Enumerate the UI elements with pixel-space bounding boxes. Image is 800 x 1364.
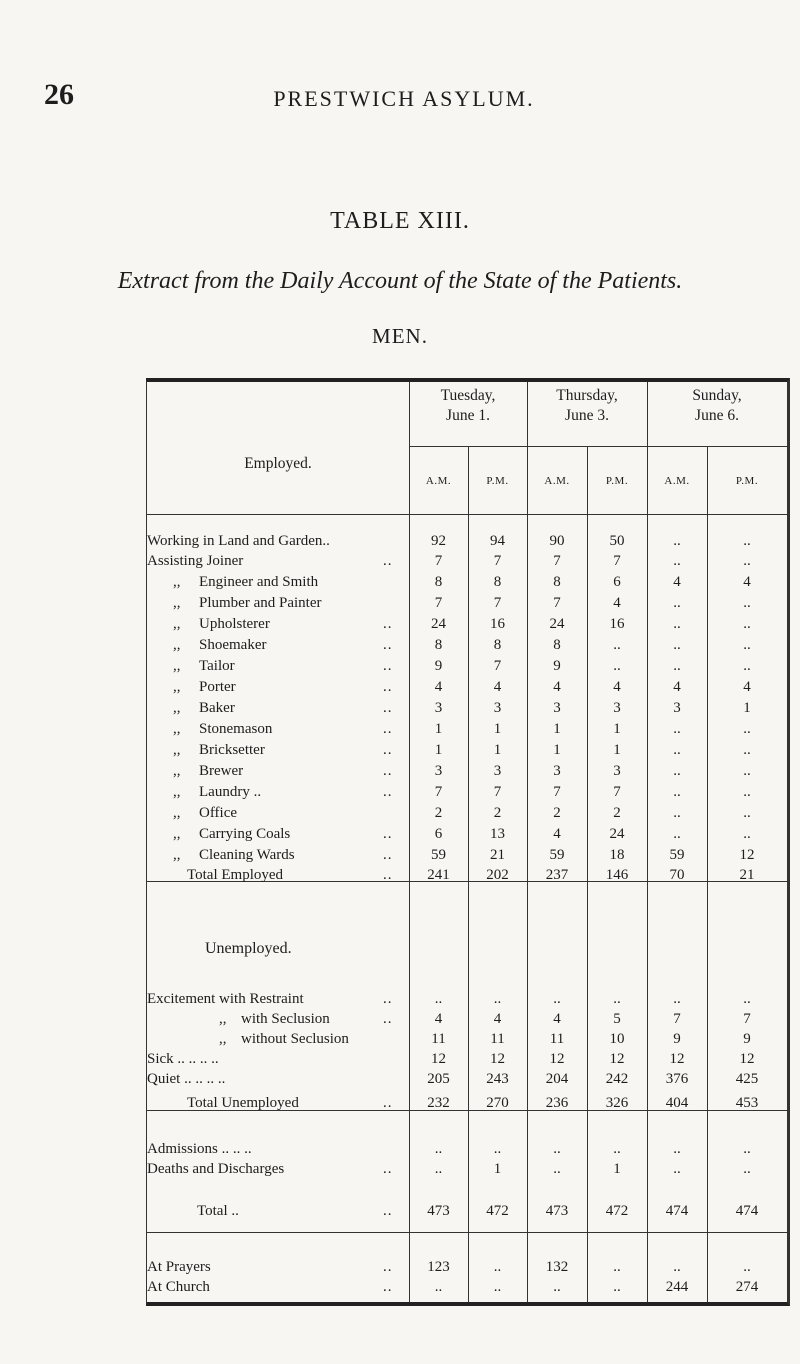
leader-dots: .. (383, 1161, 393, 1177)
table-cell: 8 (553, 574, 561, 590)
table-cell: 4 (493, 679, 502, 695)
leader-dots: .. (383, 721, 393, 737)
table-cell: 3 (553, 700, 561, 716)
table-cell: 59 (549, 847, 565, 863)
table-cell: 9 (743, 1031, 751, 1047)
table-cell: .. (743, 991, 751, 1007)
section-heading: MEN. (372, 324, 428, 348)
table-cell: 4 (743, 679, 751, 695)
table-cell: .. (553, 991, 561, 1007)
table-cell: 4 (493, 1011, 502, 1027)
table-cell: 12 (549, 1051, 565, 1067)
table-cell: 4 (613, 679, 621, 695)
table-cell: 7 (553, 784, 561, 800)
table-cell: .. (743, 721, 751, 737)
table-cell: 11 (490, 1031, 505, 1047)
table-cell: 12 (739, 847, 755, 863)
table-cell: 59 (669, 847, 685, 863)
table-cell: .. (434, 1279, 443, 1295)
table-cell: 3 (434, 763, 443, 779)
table-cell: 7 (613, 553, 621, 569)
table-cell: 4 (673, 679, 681, 695)
table-cell: .. (673, 616, 681, 632)
table-cell: .. (434, 1161, 443, 1177)
table-cell: .. (743, 763, 751, 779)
section-rule (147, 1232, 787, 1233)
row-label: Total Employed (187, 867, 284, 883)
table-cell: 3 (613, 763, 621, 779)
table-cell: 21 (490, 847, 505, 863)
row-label: with Seclusion (241, 1011, 330, 1027)
day-header-sunday (647, 386, 787, 426)
table-cell: 3 (613, 700, 621, 716)
subhead-am: A.M. (425, 475, 452, 487)
table-cell: .. (493, 1141, 502, 1157)
table-cell: 13 (490, 826, 505, 842)
running-head (44, 78, 764, 118)
row-label: Stonemason (199, 721, 273, 737)
row-label: without Seclusion (241, 1031, 349, 1047)
table-cell: 1 (434, 742, 443, 758)
table-cell: 4 (673, 574, 681, 590)
table-cell: .. (613, 637, 621, 653)
page-number: 26 (44, 78, 74, 111)
leader-dots: .. (383, 679, 393, 695)
row-label: Porter (199, 679, 236, 695)
ditto-mark: ,, (219, 1011, 227, 1027)
row-label: Plumber and Painter (199, 595, 322, 611)
table-cell: 453 (735, 1095, 759, 1111)
table-cell: 243 (486, 1071, 509, 1087)
table-cell: .. (673, 1141, 681, 1157)
table-cell: 11 (549, 1031, 565, 1047)
leader-dots: .. (383, 637, 393, 653)
table-cell: .. (613, 1141, 621, 1157)
table-cell: 12 (669, 1051, 685, 1067)
table-cell: .. (743, 784, 751, 800)
table-cell: 4 (553, 826, 561, 842)
table-cell: .. (553, 1141, 561, 1157)
ditto-mark: ,, (219, 1031, 227, 1047)
table-cell: .. (743, 805, 751, 821)
row-label: Baker (199, 700, 235, 716)
table-cell: 1 (493, 742, 502, 758)
table-cell: 376 (665, 1071, 689, 1087)
table-cell: 2 (434, 805, 443, 821)
day-date: June 1. (446, 407, 490, 424)
ditto-mark: ,, (173, 637, 181, 653)
table-cell: 12 (739, 1051, 755, 1067)
row-label: Assisting Joiner (147, 553, 244, 569)
table-cell: 1 (493, 721, 502, 737)
day-name: Thursday, (556, 387, 618, 404)
table-cell: 16 (490, 616, 505, 632)
table-cell: 6 (613, 574, 621, 590)
table-cell: 21 (739, 867, 755, 883)
day-date: June 3. (565, 407, 609, 424)
ditto-mark: ,, (173, 616, 181, 632)
subhead-pm: P.M. (735, 475, 759, 487)
table-cell: 24 (609, 826, 625, 842)
ditto-mark: ,, (173, 595, 181, 611)
leader-dots: .. (383, 763, 393, 779)
table-cell: 92 (431, 533, 446, 549)
table-cell: 7 (493, 784, 502, 800)
ditto-mark: ,, (173, 700, 181, 716)
table-cell: 8 (493, 574, 502, 590)
table-cell: .. (553, 1161, 561, 1177)
day-date: June 6. (695, 407, 739, 424)
table-cell: 12 (490, 1051, 505, 1067)
ditto-mark: ,, (173, 679, 181, 695)
table-cell: 472 (605, 1203, 629, 1219)
table-cell: .. (673, 763, 681, 779)
table-cell: 1 (613, 1161, 621, 1177)
table-cell: 404 (665, 1095, 689, 1111)
leader-dots: .. (383, 826, 393, 842)
table-cell: 24 (549, 616, 565, 632)
table-cell: 9 (673, 1031, 681, 1047)
day-header-thursday (527, 386, 647, 426)
row-label: Upholsterer (199, 616, 270, 632)
table-cell: 204 (545, 1071, 569, 1087)
subhead-pm: P.M. (486, 475, 509, 487)
table-cell: 474 (735, 1203, 759, 1219)
table-cell: 3 (673, 700, 681, 716)
leader-dots: .. (383, 658, 393, 674)
table-cell: 274 (735, 1279, 759, 1295)
table-cell: .. (673, 742, 681, 758)
table-cell: 1 (434, 721, 443, 737)
table-cell: .. (673, 533, 681, 549)
leader-dots: .. (383, 867, 393, 883)
table-cell: .. (673, 637, 681, 653)
table-cell: 7 (434, 595, 443, 611)
row-label: Engineer and Smith (199, 574, 319, 590)
leader-dots: .. (383, 784, 393, 800)
table-cell: 12 (431, 1051, 446, 1067)
table-cell: 236 (545, 1095, 569, 1111)
table-cell: .. (743, 1161, 751, 1177)
ditto-mark: ,, (173, 574, 181, 590)
ditto-mark: ,, (173, 784, 181, 800)
table-cell: .. (493, 1259, 502, 1275)
table-cell: 132 (545, 1259, 569, 1275)
row-label: Sick .. .. .. .. (147, 1051, 219, 1067)
table-cell: .. (743, 595, 751, 611)
table-cell: .. (673, 1259, 681, 1275)
table-cell: 232 (427, 1095, 450, 1111)
table-cell: 270 (486, 1095, 509, 1111)
table-cell: .. (743, 1259, 751, 1275)
ditto-mark: ,, (173, 805, 181, 821)
row-label: Tailor (199, 658, 235, 674)
table-cell: 7 (613, 784, 621, 800)
table-cell: 18 (609, 847, 625, 863)
ditto-mark: ,, (173, 721, 181, 737)
table-cell: 473 (545, 1203, 569, 1219)
table-cell: 2 (553, 805, 561, 821)
ditto-mark: ,, (173, 658, 181, 674)
table-subtitle: Extract from the Daily Account of the State of the Patients. (117, 268, 683, 294)
table-cell: 1 (613, 742, 621, 758)
leader-dots: .. (383, 700, 393, 716)
table-cell: 3 (493, 763, 502, 779)
table-cell: 244 (665, 1279, 689, 1295)
day-name: Sunday, (692, 387, 742, 404)
table-cell: 237 (545, 867, 569, 883)
table-cell: 8 (493, 637, 502, 653)
table-cell: 94 (490, 533, 505, 549)
table-cell: 50 (609, 533, 625, 549)
table-cell: .. (493, 991, 502, 1007)
ditto-mark: ,, (173, 763, 181, 779)
unemployed-heading: Unemployed. (205, 940, 292, 957)
table-cell: 6 (434, 826, 443, 842)
row-label: Excitement with Restraint (147, 991, 304, 1007)
table-cell: 7 (434, 553, 443, 569)
table-cell: .. (613, 991, 621, 1007)
table-cell: .. (673, 805, 681, 821)
table-cell: .. (743, 658, 751, 674)
table-cell: 123 (427, 1259, 450, 1275)
table-cell: .. (743, 533, 751, 549)
table-cell: 4 (434, 679, 443, 695)
table-cell: .. (613, 1259, 621, 1275)
leader-dots: .. (383, 1095, 393, 1111)
row-label: At Prayers (147, 1259, 211, 1275)
table-cell: 9 (434, 658, 443, 674)
table-cell: 9 (553, 658, 561, 674)
table-cell: 4 (434, 1011, 443, 1027)
corner-label: Employed. (244, 455, 312, 472)
table-cell: .. (673, 595, 681, 611)
table-cell: 205 (427, 1071, 450, 1087)
row-label: At Church (147, 1279, 210, 1295)
running-head-title: PRESTWICH ASYLUM. (273, 86, 535, 111)
table-cell: 7 (553, 595, 561, 611)
row-label: Cleaning Wards (199, 847, 295, 863)
table-cell: .. (673, 1161, 681, 1177)
subhead-am: A.M. (664, 475, 690, 487)
row-label: Brewer (199, 763, 244, 779)
table-cell: 7 (493, 658, 502, 674)
row-label: Deaths and Discharges (147, 1161, 285, 1177)
table-cell: 7 (434, 784, 443, 800)
row-label: Total .. (197, 1203, 239, 1219)
table-cell: .. (613, 658, 621, 674)
table-cell: 12 (609, 1051, 625, 1067)
leader-dots: .. (383, 991, 393, 1007)
table-cell: 7 (493, 595, 502, 611)
table-cell: 8 (434, 574, 443, 590)
header-bottom-rule (147, 514, 787, 515)
row-label: Laundry .. (199, 784, 262, 800)
row-label: Total Unemployed (187, 1095, 299, 1111)
table-cell: 90 (549, 533, 565, 549)
table-cell: 7 (743, 1011, 751, 1027)
ditto-mark: ,, (173, 847, 181, 863)
table-cell: 8 (434, 637, 443, 653)
table-cell: .. (743, 826, 751, 842)
leader-dots: .. (383, 553, 393, 569)
table-cell: 7 (493, 553, 502, 569)
table-cell: 70 (669, 867, 685, 883)
table-cell: 10 (609, 1031, 625, 1047)
row-label: Quiet .. .. .. .. (147, 1071, 226, 1087)
table-cell: .. (553, 1279, 561, 1295)
table-cell: 24 (431, 616, 446, 632)
table-cell: 241 (427, 867, 450, 883)
table-cell: 1 (553, 721, 561, 737)
table-cell: 1 (743, 700, 751, 716)
day-name: Tuesday, (440, 387, 496, 404)
subhead-pm: P.M. (605, 475, 629, 487)
row-label: Carrying Coals (199, 826, 291, 842)
table-cell: 16 (609, 616, 625, 632)
table-cell: .. (673, 553, 681, 569)
table-cell: .. (673, 721, 681, 737)
table-cell: .. (743, 553, 751, 569)
table-cell: 1 (493, 1161, 502, 1177)
table-title: TABLE XIII. (330, 208, 470, 234)
table-cell: .. (434, 1141, 443, 1157)
table-cell: 2 (613, 805, 621, 821)
subhead-am: A.M. (544, 475, 570, 487)
table-cell: 425 (735, 1071, 759, 1087)
table-cell: 472 (486, 1203, 509, 1219)
table-cell: 11 (431, 1031, 446, 1047)
table-cell: 1 (553, 742, 561, 758)
table-cell: .. (673, 784, 681, 800)
table-cell: .. (613, 1279, 621, 1295)
table-cell: 7 (553, 553, 561, 569)
leader-dots: .. (383, 742, 393, 758)
table-cell: .. (673, 991, 681, 1007)
table-cell: 1 (613, 721, 621, 737)
leader-dots: .. (383, 1279, 393, 1295)
table-cell: 4 (553, 679, 561, 695)
leader-dots: .. (383, 1259, 393, 1275)
table-cell: 59 (431, 847, 446, 863)
ditto-mark: ,, (173, 742, 181, 758)
row-label: Bricksetter (199, 742, 265, 758)
table-cell: .. (493, 1279, 502, 1295)
table-cell: .. (743, 616, 751, 632)
table-cell: .. (434, 991, 443, 1007)
table-cell: 3 (553, 763, 561, 779)
row-label: Working in Land and Garden.. (147, 533, 330, 549)
leader-dots: .. (383, 1203, 393, 1219)
ditto-mark: ,, (173, 826, 181, 842)
table-cell: 202 (486, 867, 509, 883)
day-header-tuesday (409, 386, 527, 426)
table-cell: 2 (493, 805, 502, 821)
table-cell: 473 (427, 1203, 450, 1219)
table-cell: 3 (493, 700, 502, 716)
table-cell: 146 (605, 867, 629, 883)
table-cell: 326 (605, 1095, 629, 1111)
table-cell: 474 (665, 1203, 689, 1219)
row-label: Admissions .. .. .. (147, 1141, 252, 1157)
table-cell: 242 (605, 1071, 629, 1087)
table-cell: 3 (434, 700, 443, 716)
table-cell: .. (743, 1141, 751, 1157)
patients-table (146, 378, 790, 1306)
table-cell: .. (673, 826, 681, 842)
leader-dots: .. (383, 616, 393, 632)
header-rule (409, 446, 787, 447)
table-cell: 8 (553, 637, 561, 653)
row-label: Office (199, 805, 238, 821)
table-cell: 5 (613, 1011, 621, 1027)
leader-dots: .. (383, 1011, 393, 1027)
table-cell: 7 (673, 1011, 681, 1027)
table-cell: .. (743, 637, 751, 653)
table-cell: 4 (553, 1011, 561, 1027)
leader-dots: .. (383, 847, 393, 863)
table-cell: 4 (743, 574, 751, 590)
table-cell: .. (743, 742, 751, 758)
row-label: Shoemaker (199, 637, 267, 653)
table-cell: .. (673, 658, 681, 674)
table-cell: 4 (613, 595, 621, 611)
